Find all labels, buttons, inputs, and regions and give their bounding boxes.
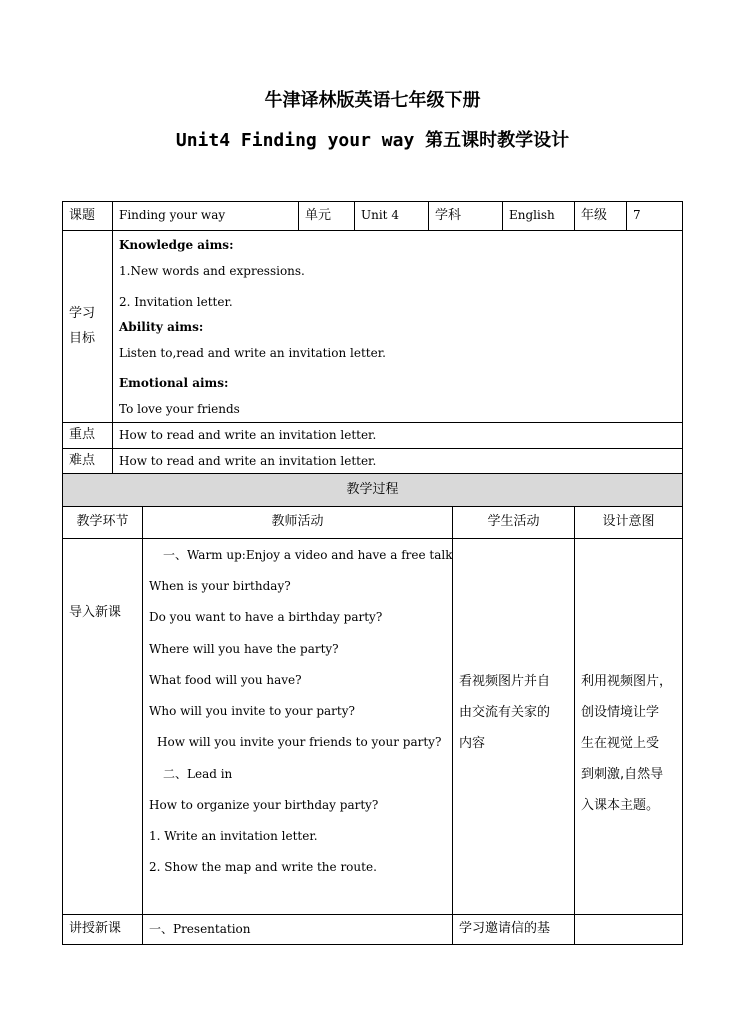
knowledge-item-2: 2. Invitation letter. xyxy=(119,295,233,309)
student-line: 内容 xyxy=(459,736,486,751)
difficulty-label: 难点 xyxy=(63,449,113,475)
present-student-activity: 学习邀请信的基 xyxy=(453,915,575,945)
ability-heading: Ability aims: xyxy=(119,320,204,334)
key-point-label: 重点 xyxy=(63,423,113,449)
process-header-row xyxy=(63,507,683,539)
subject-value: English xyxy=(503,202,575,231)
emotional-heading: Emotional aims: xyxy=(119,376,229,390)
info-table xyxy=(62,201,683,475)
question-line: How to organize your birthday party? xyxy=(149,798,379,812)
student-line: 由交流有关家的 xyxy=(459,705,551,720)
present-teacher-activity: 一、Presentation xyxy=(143,915,453,945)
process-table xyxy=(62,473,683,945)
knowledge-heading: Knowledge aims: xyxy=(119,238,234,252)
intent-line: 创设情境让学 xyxy=(581,705,660,720)
info-row xyxy=(63,202,683,231)
question-line: When is your birthday? xyxy=(149,579,291,593)
process-heading: 教学过程 xyxy=(63,474,683,507)
document-subtitle: Unit4 Finding your way 第五课时教学设计 xyxy=(175,130,570,151)
question-line: Where will you have the party? xyxy=(149,642,339,656)
intent-line: 入课本主题。 xyxy=(581,798,660,813)
col-intent: 设计意图 xyxy=(575,507,683,539)
question-line: Do you want to have a birthday party? xyxy=(149,610,383,624)
objectives-label xyxy=(63,231,113,423)
question-line: How will you invite your friends to your party? xyxy=(157,735,442,749)
knowledge-item-1: 1.New words and expressions. xyxy=(119,264,305,278)
key-point-row xyxy=(63,423,683,449)
topic-value: Finding your way xyxy=(113,202,299,231)
intro-stage: 导入新课 xyxy=(63,539,143,915)
col-stage: 教学环节 xyxy=(63,507,143,539)
student-line: 看视频图片并自 xyxy=(459,674,551,689)
present-stage: 讲授新课 xyxy=(63,915,143,945)
key-point-value: How to read and write an invitation letter. xyxy=(113,423,683,449)
emotional-item-1: To love your friends xyxy=(119,402,240,416)
grade-value: 7 xyxy=(627,202,683,231)
intro-student-activity xyxy=(453,539,575,915)
grade-label: 年级 xyxy=(575,202,627,231)
intro-teacher-activity xyxy=(143,539,453,915)
task-item: 2. Show the map and write the route. xyxy=(149,860,377,874)
present-design-intent xyxy=(575,915,683,945)
intro-design-intent xyxy=(575,539,683,915)
objectives-label-line2: 目标 xyxy=(69,330,96,346)
document-title: 牛津译林版英语七年级下册 xyxy=(264,90,481,111)
subject-label: 学科 xyxy=(429,202,503,231)
objectives-row xyxy=(63,231,683,423)
ability-item-1: Listen to,read and write an invitation letter. xyxy=(119,346,386,360)
lead-in-heading: 二、Lead in xyxy=(163,767,233,781)
unit-value: Unit 4 xyxy=(355,202,429,231)
objectives-content xyxy=(113,231,683,423)
question-line: Who will you invite to your party? xyxy=(149,704,355,718)
process-heading-row xyxy=(63,474,683,507)
warmup-heading: 一、Warm up:Enjoy a video and have a free talk xyxy=(163,548,453,562)
present-row xyxy=(63,915,683,945)
intro-row xyxy=(63,539,683,915)
col-teacher: 教师活动 xyxy=(143,507,453,539)
difficulty-row xyxy=(63,449,683,475)
intent-line: 生在视觉上受 xyxy=(581,736,660,751)
task-item: 1. Write an invitation letter. xyxy=(149,829,318,843)
unit-label: 单元 xyxy=(299,202,355,231)
question-line: What food will you have? xyxy=(149,673,302,687)
objectives-label-line1: 学习 xyxy=(69,305,96,321)
intent-line: 到刺激,自然导 xyxy=(581,767,664,782)
topic-label: 课题 xyxy=(63,202,113,231)
col-student: 学生活动 xyxy=(453,507,575,539)
difficulty-value: How to read and write an invitation letter. xyxy=(113,449,683,475)
intent-line: 利用视频图片， xyxy=(581,674,673,689)
